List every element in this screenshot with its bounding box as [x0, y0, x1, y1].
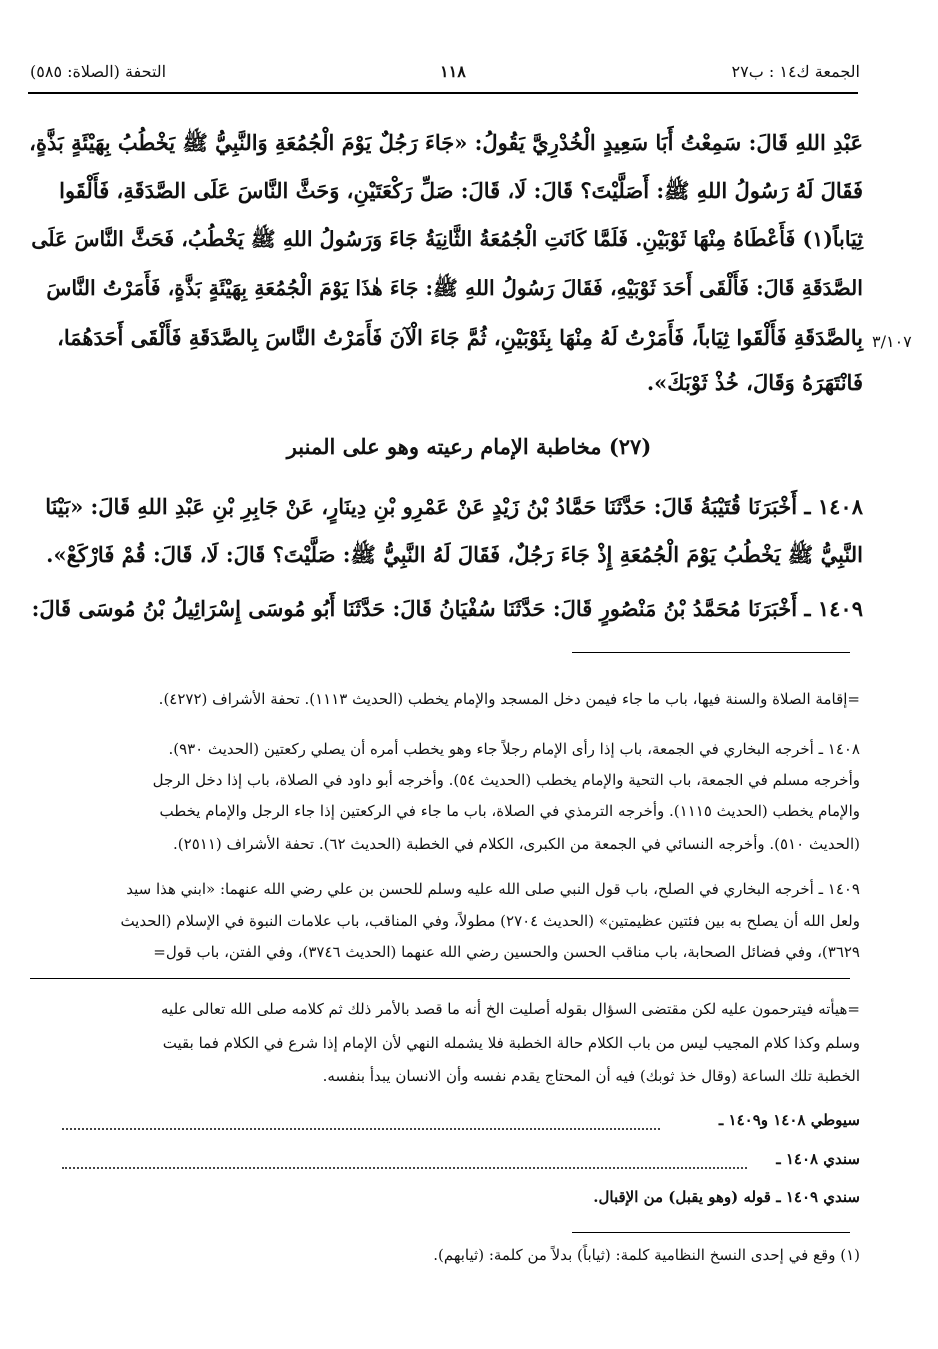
gloss-suyuti-dots	[62, 1128, 660, 1130]
commentary-separator	[30, 978, 850, 979]
gloss-suyuti: سيوطي ١٤٠٨ و١٤٠٩ ـ	[718, 1111, 860, 1129]
commentary-line-2: وسلم وكذا كلام المجيب ليس من باب الكلام حالة الخطبة فلا يشمله النهي لأن الإمام إذا شرع في الكلام فما بقيت	[162, 1034, 860, 1052]
margin-reference: ٣/١٠٧	[872, 332, 912, 351]
takhrij-1408-line-1: ١٤٠٨ ـ أخرجه البخاري في الجمعة، باب إذا رأى الإمام رجلاً جاء وهو يخطب أمره أن يصلي ركعتين (الحديث ٩٣٠).	[168, 740, 860, 758]
main-line-2: فَقَالَ لَهُ رَسُولُ اللهِ ﷺ: أَصَلَّيْتَ؟ قَالَ: لَا، قَالَ: صَلِّ رَكْعَتَيْنِ، وَحَثَّ النَّاسَ عَلَى الصَّدَقَةِ، فَأَلْقَوا	[59, 178, 863, 203]
gloss-sindi-1409: سندي ١٤٠٩ ـ قوله (وهو يقبل) من الإقبال.	[593, 1188, 860, 1206]
takhrij-1409-line-2: ولعل الله أن يصلح به بين فئتين عظيمتين» (الحديث ٢٧٠٤) مطولاً، وفي المناقب، باب علامات النبوة في الإسلام (الحديث	[120, 912, 860, 930]
takhrij-1408-line-3: والإمام يخطب (الحديث ١١١٥). وأخرجه الترمذي في الصلاة، باب ما جاء في الركعتين إذا جاء الرجل والإمام يخطب	[159, 802, 860, 820]
takhrij-1408-line-4: (الحديث ٥١٠). وأخرجه النسائي في الجمعة من الكبرى، الكلام في الخطبة (الحديث ٦٢). تحفة الأشراف (٢٥١١).	[173, 835, 860, 853]
section-heading: (٢٧) مخاطبة الإمام رعيته وهو على المنبر	[286, 434, 652, 459]
takhrij-1408-line-2: وأخرجه مسلم في الجمعة، باب التحية والإمام يخطب (الحديث ٥٤). وأخرجه أبو داود في الصلاة، باب إذا دخل الرجل	[152, 771, 860, 789]
takhrij-1409-line-3: ٣٦٢٩)، وفي فضائل الصحابة، باب مناقب الحسن والحسين رضي الله عنهما (الحديث ٣٧٤٦)، وفي الفتن، باب قول=	[153, 943, 860, 961]
footnote-separator-1	[572, 652, 850, 653]
main-line-6: فَانْتَهَرَهُ وَقَالَ، خُذْ ثَوْبَكَ».	[646, 370, 863, 395]
footnote-separator-2	[572, 1232, 850, 1233]
takhrij-1409-line-1: ١٤٠٩ ـ أخرجه البخاري في الصلح، باب قول النبي صلى الله عليه وسلم للحسن بن علي رضي الله عنهما: «ابني هذا سيد	[126, 880, 860, 898]
footnote: (١) وقع في إحدى النسخ النظامية كلمة: (ثياباً) بدلاً من كلمة: (ثيابهم).	[433, 1246, 860, 1264]
header-rule	[28, 92, 858, 94]
hadith-1408-line-1: ١٤٠٨ ـ أَخْبَرَنَا قُتَيْبَةُ قَالَ: حَدَّثَنَا حَمَّادُ بْنُ زَيْدٍ عَنْ عَمْرِو بْنِ دِينَارٍ، عَنْ جَابِرِ بْنِ عَبْدِ اللهِ قَالَ: «بَيْنَا	[45, 494, 863, 519]
main-line-5: بِالصَّدَقَةِ فَأَلْقَوا ثِيَاباً، فَأَمَرْتُ لَهُ مِنْهَا بِثَوْبَيْنِ، ثُمَّ جَاءَ الْآنَ فَأَمَرْتُ النَّاسَ بِالصَّدَقَةِ فَأَلْقَى أَحَدَهُمَا،	[57, 325, 863, 350]
commentary-line-3: الخطبة تلك الساعة (وقال خذ ثوبك) فيه أن المحتاج يقدم نفسه وأن الانسان يبدأ بنفسه.	[322, 1067, 860, 1085]
main-line-4: الصَّدَقَةِ قَالَ: فَأَلْقَى أَحَدَ ثَوْبَيْهِ، فَقَالَ رَسُولُ اللهِ ﷺ: جَاءَ هٰذَا يَوْمَ الْجُمُعَةِ بِهَيْئَةٍ بَذَّةٍ، فَأَمَرْتُ النَّاسَ	[46, 276, 863, 300]
hadith-1409-line-1: ١٤٠٩ ـ أَخْبَرَنَا مُحَمَّدُ بْنُ مَنْصُورٍ قَالَ: حَدَّثَنَا سُفْيَانُ قَالَ: حَدَّثَنَا أَبُو مُوسَى إِسْرَائِيلُ بْنُ مُوسَى قَالَ:	[31, 596, 863, 621]
header-chapter-ref: الجمعة ك١٤ : ب٢٧	[731, 62, 860, 81]
header-tuhfa-ref: التحفة (الصلاة: ٥٨٥)	[30, 62, 167, 81]
gloss-sindi-1408: سندي ١٤٠٨ ـ	[776, 1150, 860, 1168]
gloss-sindi-1408-dots	[62, 1167, 747, 1169]
main-line-3: ثِيَاباً(١) فَأَعْطَاهُ مِنْهَا ثَوْبَيْنِ. فَلَمَّا كَانَتِ الْجُمُعَةُ الثَّانِيَةُ جَاءَ وَرَسُولُ اللهِ ﷺ يَخْطُبُ، فَحَثَّ النَّاسَ عَلَى	[31, 227, 863, 251]
hadith-1408-line-2: النَّبِيُّ ﷺ يَخْطُبُ يَوْمَ الْجُمُعَةِ إِذْ جَاءَ رَجُلٌ، فَقَالَ لَهُ النَّبِيُّ ﷺ: صَلَّيْتَ؟ قَالَ: لَا، قَالَ: قُمْ فَارْكَعْ».	[46, 542, 863, 567]
commentary-line-1: =هيأته فيترحمون عليه لكن مقتضى السؤال بقوله أصليت الخ أنه ما قصد بالأمر ذلك ثم كلامه صلى الله تعالى عليه	[161, 1000, 860, 1018]
main-line-1: عَبْدِ اللهِ قَالَ: سَمِعْتُ أَبَا سَعِيدٍ الْخُدْرِيَّ يَقُولُ: «جَاءَ رَجُلٌ يَوْمَ الْجُمُعَةِ وَالنَّبِيُّ ﷺ يَخْطُبُ بِهَيْئَةٍ بَذَّةٍ،	[29, 130, 863, 155]
page-number: ١١٨	[440, 62, 466, 81]
takhrij-continuation: =إقامة الصلاة والسنة فيها، باب ما جاء فيمن دخل المسجد والإمام يخطب (الحديث ١١١٣). تحفة الأشراف (٤٢٧٢).	[158, 690, 860, 708]
